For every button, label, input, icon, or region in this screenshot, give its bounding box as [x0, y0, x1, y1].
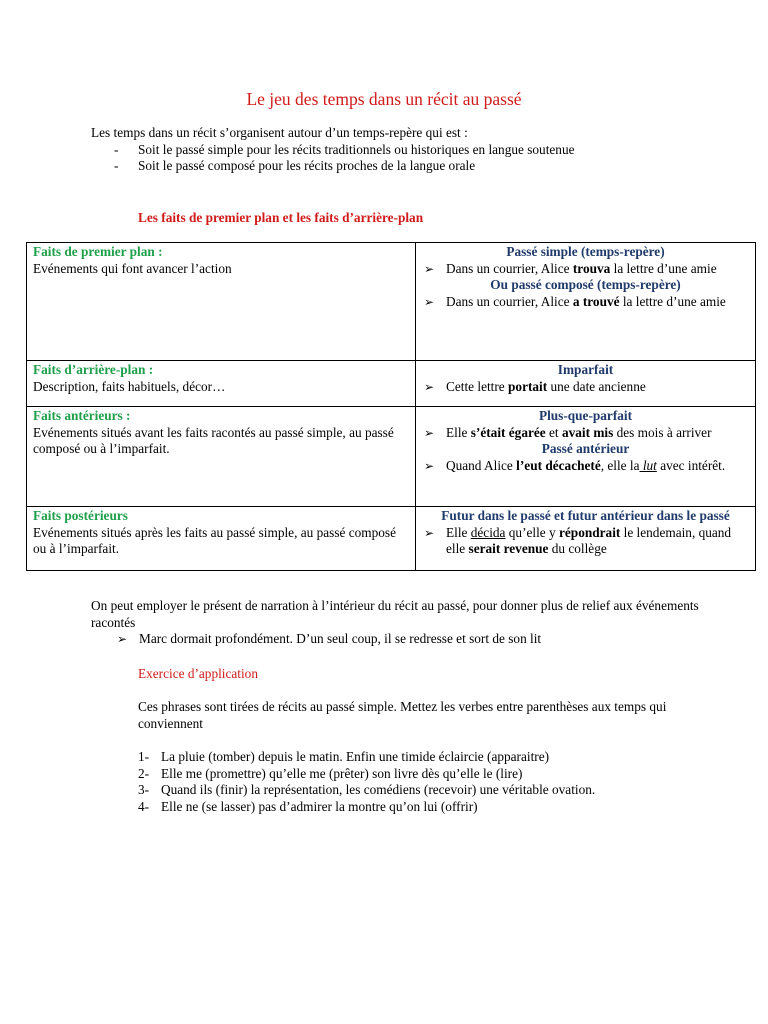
row-heading: Faits antérieurs :	[33, 408, 131, 423]
list-item: 4- Elle ne (se lasser) pas d’admirer la montre qu’on lui (offrir)	[138, 798, 478, 814]
exercise-list	[138, 749, 698, 815]
arrow-bullet-icon: ➢	[424, 525, 435, 540]
intro-list-item: - Soit le passé composé pour les récits proches de la langue orale	[114, 158, 476, 173]
exercise-instructions: Ces phrases sont tirées de récits au passé simple. Mettez les verbes entre parenthèses aux temps qui conviennent	[138, 699, 667, 731]
row-description: Evénements situés avant les faits racontés au passé simple, au passé composé ou à l’imparfait.	[33, 424, 394, 456]
section-title: Les faits de premier plan et les faits d’arrière-plan	[138, 210, 424, 225]
dash-bullet: -	[114, 158, 119, 173]
table-row	[27, 407, 756, 507]
tense-heading: Passé antérieur	[541, 441, 630, 456]
narration-note	[91, 598, 711, 648]
table-cell-right	[416, 361, 756, 407]
example-item: ➢ Dans un courrier, Alice trouva la lettre d’une amie	[424, 260, 717, 276]
tenses-table	[26, 242, 756, 571]
arrow-bullet-icon: ➢	[117, 632, 128, 646]
table-cell-right	[416, 243, 756, 361]
dash-bullet: -	[114, 141, 119, 157]
row-description: Description, faits habituels, décor…	[33, 378, 226, 394]
intro-section	[91, 125, 731, 175]
tense-heading: Imparfait	[557, 362, 614, 377]
table-cell-left	[27, 243, 416, 361]
list-item: 2- Elle me (promettre) qu’elle me (prêter) son livre dès qu’elle le (lire)	[138, 765, 523, 781]
table-cell-left	[27, 407, 416, 507]
example-item: ➢ Quand Alice l’eut décacheté, elle la lut avec intérêt.	[424, 457, 726, 473]
list-item: 3- Quand ils (finir) la représentation, les comédiens (recevoir) une véritable ovation.	[138, 782, 596, 797]
tense-heading: Ou passé composé (temps-repère)	[490, 277, 681, 292]
arrow-bullet-icon: ➢	[424, 261, 435, 276]
table-cell-right	[416, 407, 756, 507]
example-item: ➢ Elle s’était égarée et avait mis des mois à arriver	[424, 424, 712, 440]
table-cell-left	[27, 507, 416, 571]
arrow-bullet-icon: ➢	[424, 425, 435, 440]
row-heading: Faits postérieurs	[33, 508, 128, 523]
table-row	[27, 361, 756, 407]
list-item: 1- La pluie (tomber) depuis le matin. Enfin une timide éclaircie (apparaitre)	[138, 749, 550, 764]
page-title: Le jeu des temps dans un récit au passé	[246, 89, 522, 109]
intro-list	[91, 142, 731, 175]
table-cell-left	[27, 361, 416, 407]
example-item: ➢ Cette lettre portait une date ancienne	[424, 378, 646, 394]
table-cell-right	[416, 507, 756, 571]
table-row	[27, 243, 756, 361]
row-heading: Faits de premier plan :	[33, 244, 163, 259]
narration-text: On peut employer le présent de narration à l’intérieur du récit au passé, pour donner plus de relief aux événements racontés	[91, 598, 699, 630]
example-item: ➢ Dans un courrier, Alice a trouvé la lettre d’une amie	[424, 293, 726, 309]
row-description: Evénements situés après les faits au passé simple, au passé composé ou à l’imparfait.	[33, 524, 396, 556]
tense-heading: Plus-que-parfait	[538, 408, 633, 423]
tense-heading: Futur dans le passé et futur antérieur dans le passé	[441, 508, 730, 523]
row-heading: Faits d’arrière-plan :	[33, 362, 154, 377]
table-row	[27, 507, 756, 571]
example-item: ➢ Elle décida qu’elle y répondrait le lendemain, quand elle serait revenue du collège	[424, 524, 732, 556]
intro-text: Les temps dans un récit s’organisent autour d’un temps-repère qui est :	[91, 125, 468, 140]
row-description: Evénements qui font avancer l’action	[33, 260, 232, 276]
intro-list-item: - Soit le passé simple pour les récits traditionnels ou historiques en langue soutenue	[114, 141, 575, 157]
tense-heading: Passé simple (temps-repère)	[506, 244, 665, 259]
arrow-bullet-icon: ➢	[424, 379, 435, 394]
arrow-bullet-icon: ➢	[424, 458, 435, 473]
arrow-bullet-icon: ➢	[424, 294, 435, 309]
exercise-title: Exercice d’application	[138, 666, 258, 681]
example-item: ➢ Marc dormait profondément. D’un seul coup, il se redresse et sort de son lit	[117, 631, 542, 646]
